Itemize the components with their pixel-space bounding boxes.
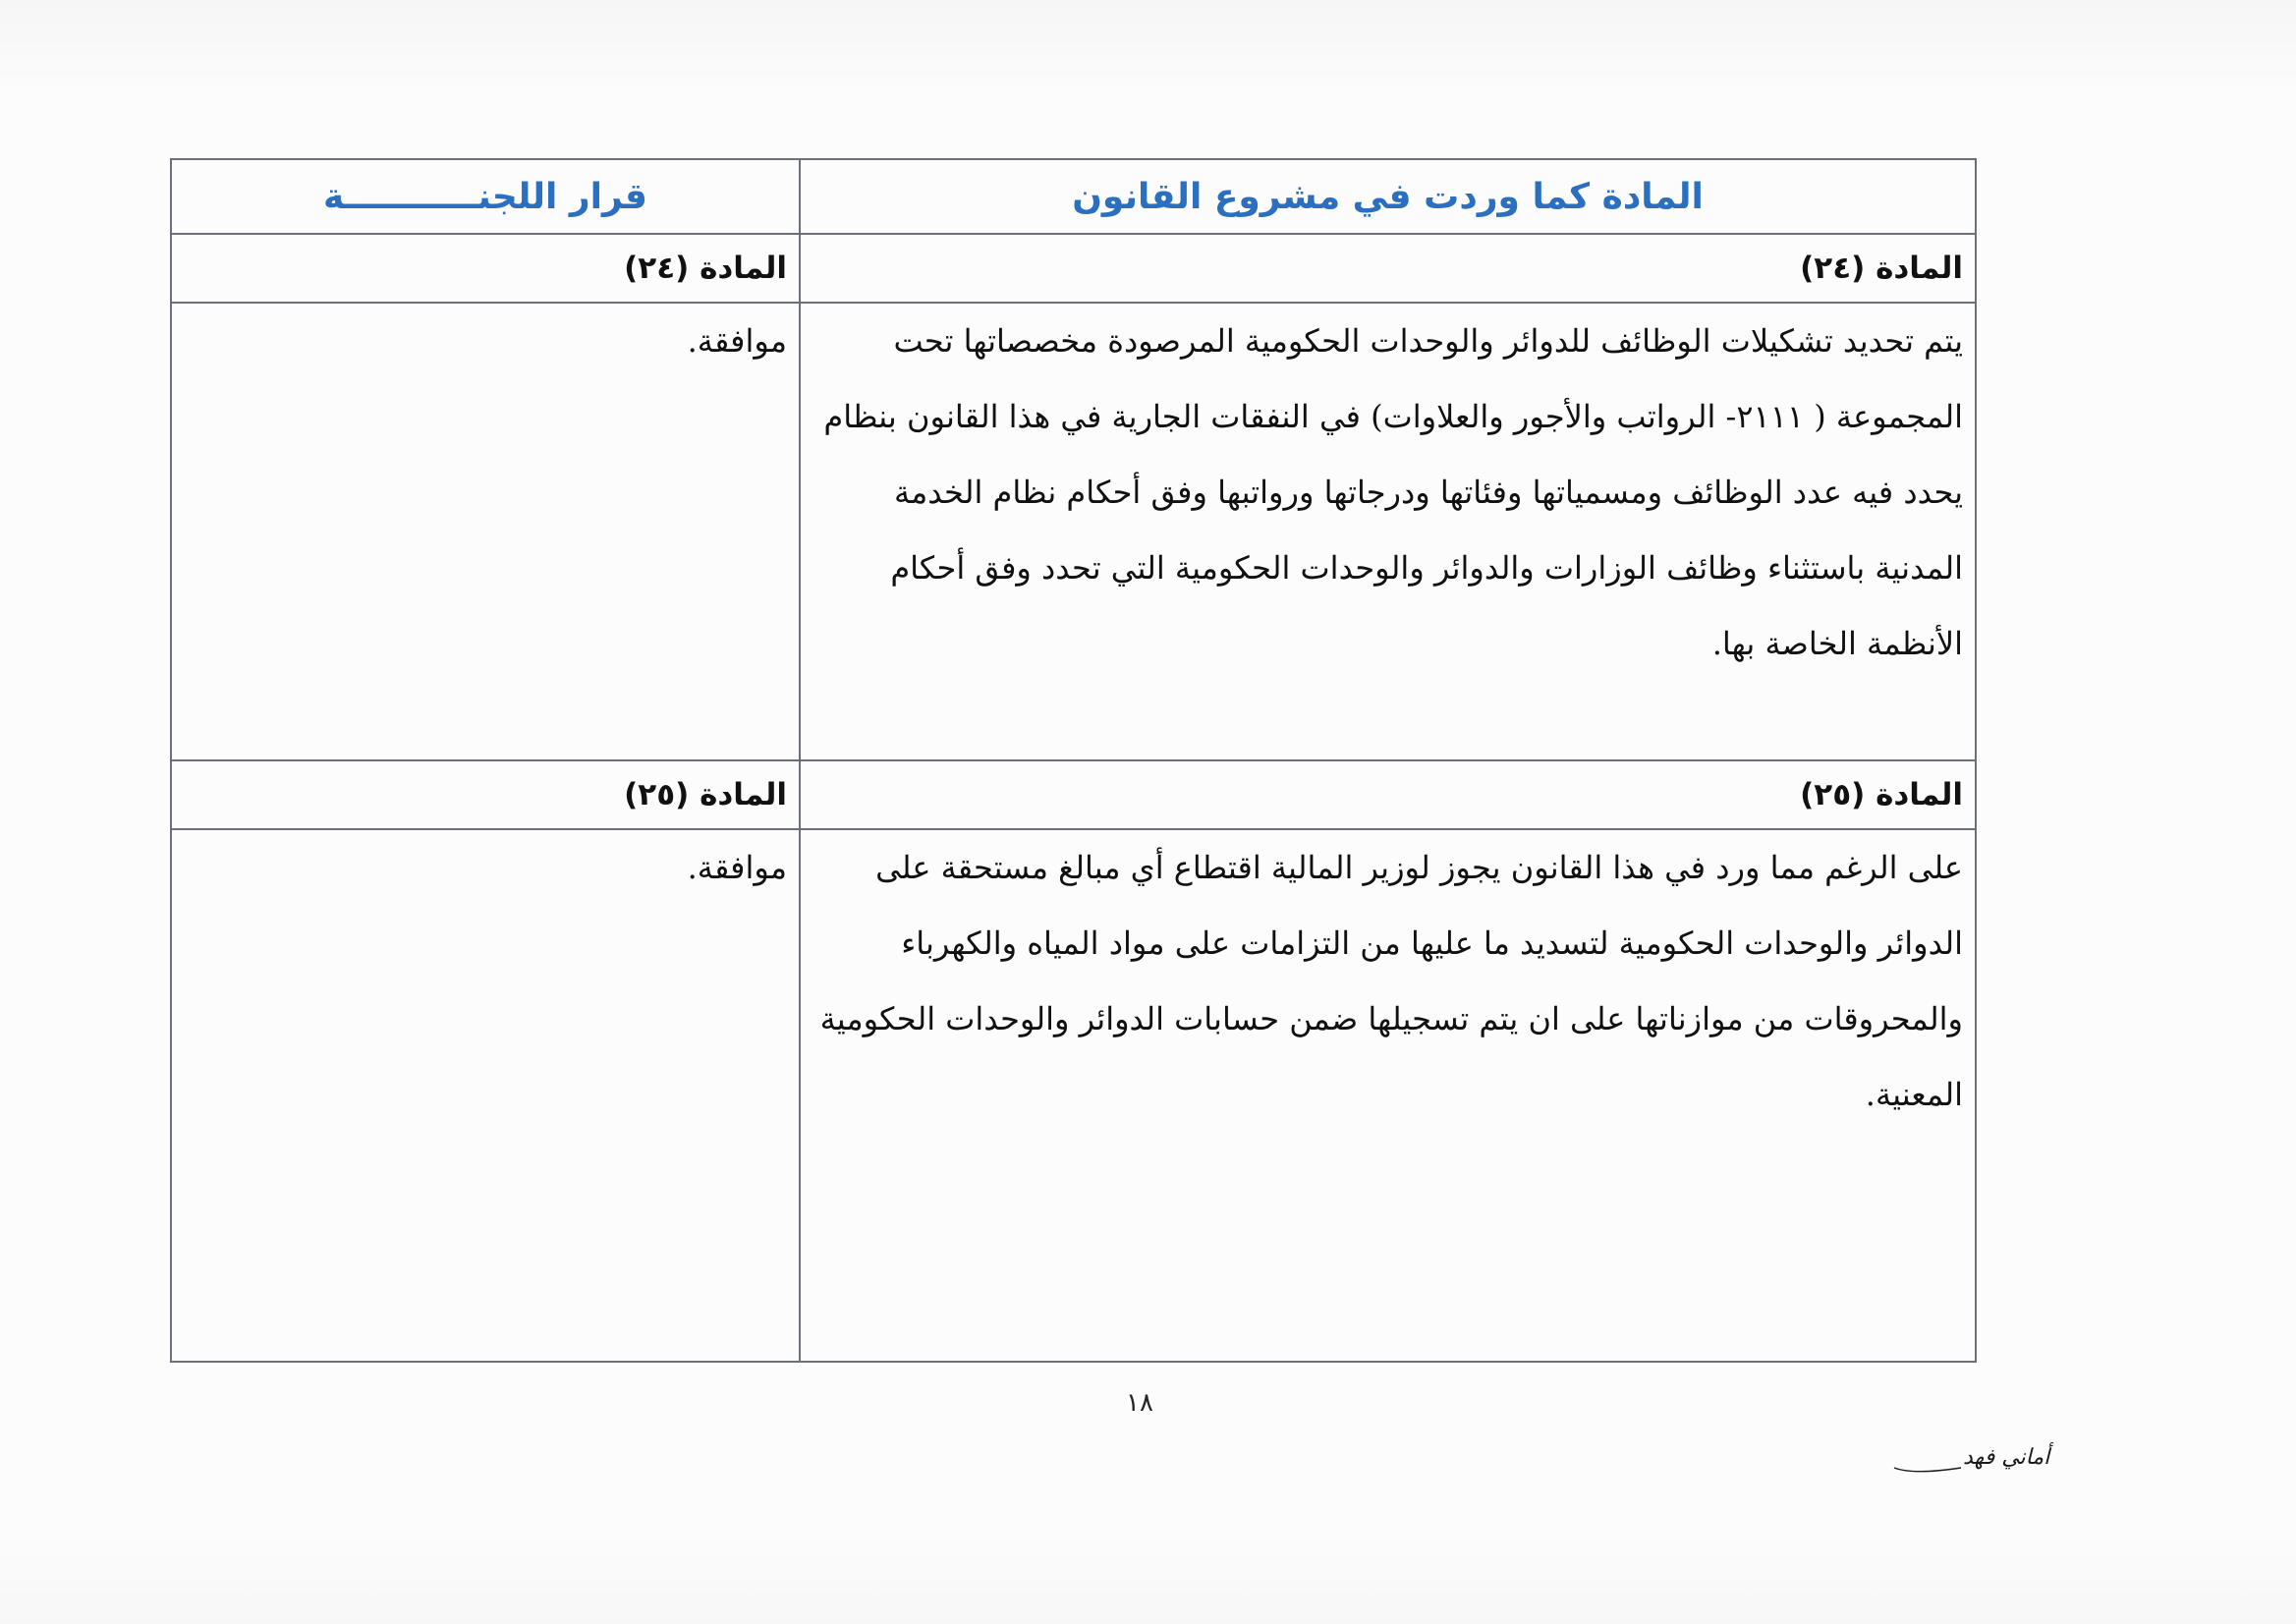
table-header-row [171,159,1976,234]
table-row [171,829,1976,1362]
page-number: ١٨ [1126,1388,1153,1418]
articles-table [170,158,1977,1363]
decision-24-text: موافقة. [171,303,800,760]
article-25-label: المادة (٢٥) [800,760,1976,829]
svg-text:أماني فهد: أماني فهد [1963,1445,2050,1470]
decision-25-label: المادة (٢٥) [171,760,800,829]
table-row [171,303,1976,760]
signature [1890,1438,2050,1478]
article-24-text: يتم تحديد تشكيلات الوظائف للدوائر والوحدات الحكومية المرصودة مخصصاتها تحت المجموعة ( ٢١١١- الرواتب والأجور والعلاوات) في النفقات الجارية في هذا القانون بنظام يحدد فيه عدد الوظائف ومسمياتها وفئاتها ودرجاتها ورواتبها وفق أحكام نظام الخدمة المدنية باستثناء وظائف الوزارات والدوائر والوحدات الحكومية التي تحدد وفق أحكام الأنظمة الخاصة بها. [800,303,1976,760]
article-24-label: المادة (٢٤) [800,234,1976,303]
table-row [171,760,1976,829]
decision-25-text: موافقة. [171,829,800,1362]
header-article-column: المادة كما وردت في مشروع القانون [800,159,1976,234]
decision-24-label: المادة (٢٤) [171,234,800,303]
article-25-text: على الرغم مما ورد في هذا القانون يجوز لوزير المالية اقتطاع أي مبالغ مستحقة على الدوائر والوحدات الحكومية لتسديد ما عليها من التزامات على مواد المياه والكهرباء والمحروقات من موازناتها على ان يتم تسجيلها ضمن حسابات الدوائر والوحدات الحكومية المعنية. [800,829,1976,1362]
table-row [171,234,1976,303]
header-decision-column: قرار اللجنـــــــــــة [171,159,800,234]
